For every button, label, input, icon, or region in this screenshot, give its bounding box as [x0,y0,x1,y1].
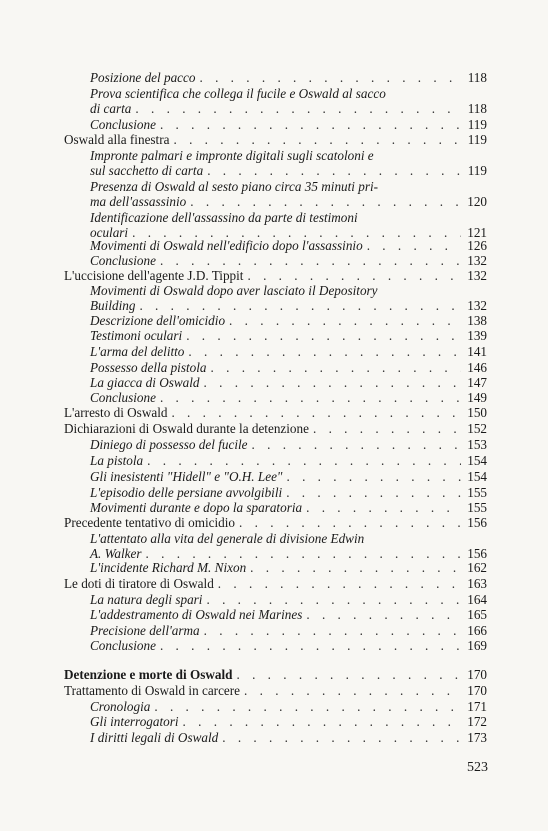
entry-page: 120 [467,194,487,209]
entry-title: Identificazione dell'assassino da parte di testimoni [90,210,358,225]
entry-title: La pistola [90,453,144,468]
leader-dots [247,268,461,283]
entry-page: 170 [467,683,487,698]
leader-dots [186,328,461,343]
entry-title: Precedente tentativo di omicidio [64,515,236,530]
toc-entry [90,375,487,390]
toc-entry [64,515,487,530]
toc-entry [90,344,487,359]
leader-dots [306,500,461,515]
entry-page: 132 [467,298,487,313]
leader-dots [190,194,461,209]
entry-title: Impronte palmari e impronte digitali sugli scatoloni e [90,148,374,163]
toc-entry [90,699,487,714]
toc-entry [90,86,487,116]
leader-dots [286,485,461,500]
entry-title: Movimenti durante e dopo la sparatoria [90,500,303,515]
entry-title: Conclusione [90,253,156,268]
entry-title: L'addestramento di Oswald nei Marines [90,607,303,622]
toc-entry [90,328,487,343]
entry-title: Gli inesistenti "Hidell" e "O.H. Lee" [90,469,283,484]
leader-dots [306,607,461,622]
leader-dots [199,70,461,85]
entry-title: Dichiarazioni di Oswald durante la detenzione [64,421,309,436]
entry-title: Testimoni oculari [90,328,183,343]
entry-page: 164 [467,592,487,607]
entry-title: Gli interrogatori [90,714,179,729]
entry-title: Descrizione dell'omicidio [90,313,226,328]
leader-dots [160,253,461,268]
entry-title-continued: Building [90,298,136,313]
toc-entry [64,576,487,591]
entry-page: 156 [467,515,487,530]
toc-entry [90,531,487,561]
leader-dots [252,437,462,452]
toc-entry [90,179,487,209]
entry-page: 118 [467,70,487,85]
entry-page: 154 [467,469,487,484]
entry-page: 154 [467,453,487,468]
entry-title: L'uccisione dell'agente J.D. Tippit [64,268,244,283]
entry-page: 165 [467,607,487,622]
entry-title: Le doti di tiratore di Oswald [64,576,214,591]
leader-dots [218,576,461,591]
toc-entry [90,437,487,452]
entry-page: 163 [467,576,487,591]
entry-page: 141 [467,344,487,359]
leader-dots [239,515,461,530]
leader-dots [250,560,461,575]
entry-page: 152 [467,421,487,436]
entry-page: 162 [467,560,487,575]
entry-page: 169 [467,638,487,653]
leader-dots [244,683,461,698]
leader-dots [171,405,461,420]
entry-title: L'attentato alla vita del generale di divisione Edwin [90,531,365,546]
toc-entry [90,390,487,405]
toc-entry [90,117,487,132]
leader-dots [211,360,462,375]
entry-title: Conclusione [90,117,156,132]
entry-page: 147 [467,375,487,390]
toc-entry [90,714,487,729]
toc-entry [90,238,487,253]
leader-dots [188,344,461,359]
leader-dots [204,623,461,638]
leader-dots [146,546,461,561]
leader-dots [154,699,461,714]
toc-entry [64,683,487,698]
entry-title-continued: sul sacchetto di carta [90,163,204,178]
entry-page: 138 [467,313,487,328]
page-number: 523 [467,760,488,775]
leader-dots [229,313,461,328]
leader-dots [160,390,461,405]
entry-title: La giacca di Oswald [90,375,200,390]
entry-page: 132 [467,268,487,283]
entry-title: Oswald alla finestra [64,132,170,147]
entry-page: 146 [467,360,487,375]
entry-title: L'arresto di Oswald [64,405,168,420]
toc-entry [90,469,487,484]
toc-entry [64,421,487,436]
entry-page: 121 [467,225,487,240]
entry-title: I diritti legali di Oswald [90,730,219,745]
entry-page: 171 [467,699,487,714]
toc-entry [64,268,487,283]
leader-dots [160,117,461,132]
entry-page: 119 [467,117,487,132]
entry-title: L'episodio delle persiane avvolgibili [90,485,283,500]
entry-title: L'arma del delitto [90,344,185,359]
toc-entry [90,148,487,178]
entry-title: Conclusione [90,638,156,653]
entry-title-continued: ma dell'assassinio [90,194,187,209]
toc-entry [90,560,487,575]
entry-page: 156 [467,546,487,561]
entry-page: 150 [467,405,487,420]
leader-dots [135,101,461,116]
entry-title: Presenza di Oswald al sesto piano circa 35 minuti pri- [90,179,379,194]
entry-title-continued: di carta [90,101,132,116]
toc-section-heading [64,667,487,682]
entry-title-continued: A. Walker [90,546,142,561]
leader-dots [207,163,461,178]
toc-entry [64,132,487,147]
leader-dots [173,132,461,147]
entry-title: Diniego di possesso del fucile [90,437,248,452]
toc-entry [90,485,487,500]
leader-dots [160,638,461,653]
entry-page: 155 [467,500,487,515]
entry-title: Movimenti di Oswald nell'edificio dopo l'assassinio [90,238,363,253]
leader-dots [222,730,461,745]
entry-title: Posizione del pacco [90,70,196,85]
entry-title: La natura degli spari [90,592,203,607]
entry-page: 126 [467,238,487,253]
entry-page: 172 [467,714,487,729]
entry-title: Cronologia [90,699,151,714]
entry-page: 132 [467,253,487,268]
toc-entry [90,592,487,607]
entry-page: 155 [467,485,487,500]
entry-title: L'incidente Richard M. Nixon [90,560,247,575]
toc-entry [90,607,487,622]
entry-page: 153 [467,437,487,452]
entry-title: Precisione dell'arma [90,623,200,638]
entry-page: 118 [467,101,487,116]
leader-dots [236,667,461,682]
leader-dots [139,298,461,313]
leader-dots [183,714,461,729]
entry-page: 119 [467,132,487,147]
toc-entry [90,453,487,468]
leader-dots [204,375,461,390]
leader-dots [147,453,461,468]
entry-title-continued: oculari [90,225,129,240]
entry-page: 139 [467,328,487,343]
leader-dots [367,238,461,253]
toc-entry [90,638,487,653]
toc-entry [90,360,487,375]
entry-title: Trattamento di Oswald in carcere [64,683,241,698]
toc-entry [90,730,487,745]
entry-title: Prova scientifica che collega il fucile e Oswald al sacco [90,86,386,101]
toc-entry [90,70,487,85]
entry-page: 119 [467,163,487,178]
entry-title: Movimenti di Oswald dopo aver lasciato il Depository [90,283,378,298]
toc-entry [90,313,487,328]
toc-entry [90,500,487,515]
entry-page: 170 [467,667,487,682]
toc-entry [64,405,487,420]
entry-title: Detenzione e morte di Oswald [64,667,233,682]
toc-entry [90,623,487,638]
entry-page: 149 [467,390,487,405]
toc-entry [90,210,487,240]
leader-dots [286,469,461,484]
toc-entry [90,253,487,268]
entry-title: Conclusione [90,390,156,405]
entry-title: Possesso della pistola [90,360,207,375]
entry-page: 173 [467,730,487,745]
leader-dots [313,421,461,436]
entry-page: 166 [467,623,487,638]
toc-entry [90,283,487,313]
leader-dots [206,592,461,607]
